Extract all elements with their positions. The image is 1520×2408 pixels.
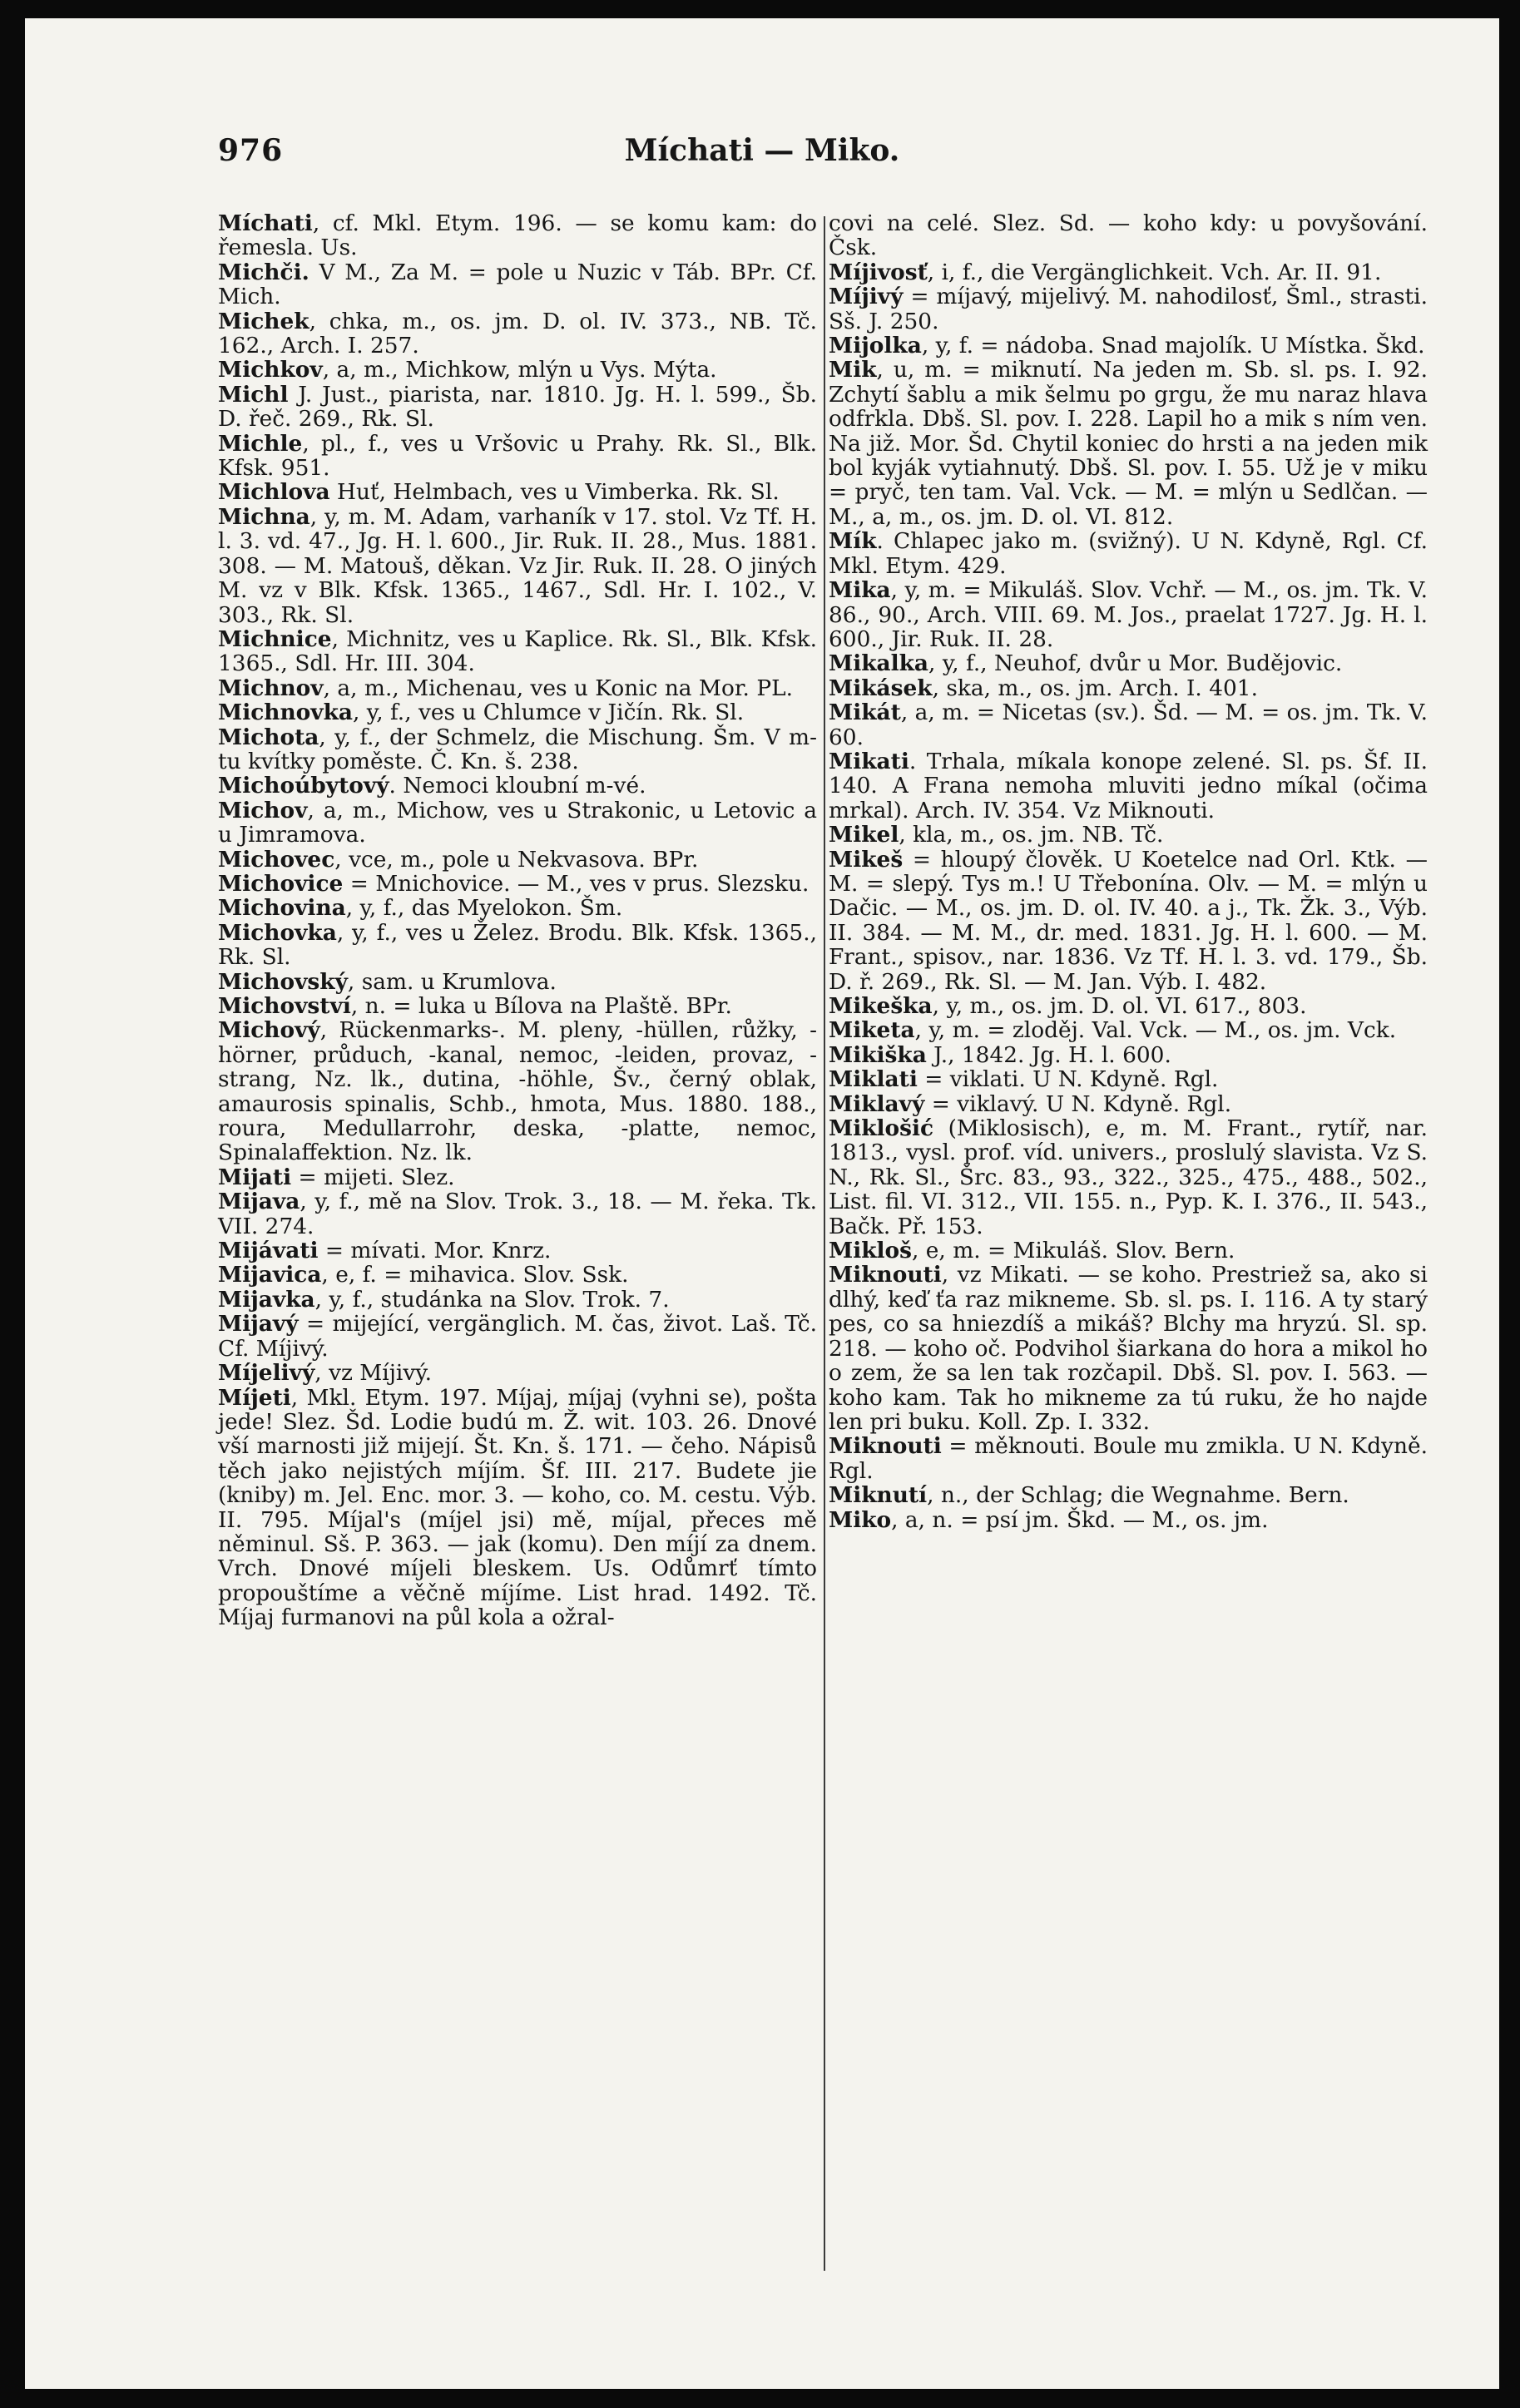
dictionary-entry — [829, 284, 1428, 334]
dictionary-entry — [829, 1263, 1428, 1434]
entry-headword: Michovice — [218, 870, 344, 897]
dictionary-entry — [218, 896, 817, 920]
dictionary-entry — [829, 848, 1428, 994]
entry-text: , Mkl. Etym. 197. Míjaj, míjaj (vyhni se), pošta jede! Slez. Šd. Lodie budú m. Ž. wit. 103. 26. Dnové vší marnosti již mijejí. Št. Kn. š. 171. — čeho. Nápisů těch jako nejistých míjím. Šf. III. 217. Budete jie (kniby) m. Jel. Enc. mor. 3. — koho, co. M. cestu. Výb. II. 795. Míjal's (míjel jsi) mě, míjal, přeces mě něminul. Sš. P. 363. — jak (komu). Den míjí za dnem. Vrch. Dnové míjeli bleskem. Us. Odůmrť tímto propouštíme a věčně míjíme. List hrad. 1492. Tč. Míjaj furmanovi na půl kola a ožral- — [218, 1384, 817, 1631]
entry-headword: Michlova — [218, 479, 330, 506]
entry-headword: Mijati — [218, 1164, 292, 1190]
entry-text: Huť, Helmbach, ves u Vimberka. Rk. Sl. — [329, 479, 780, 506]
entry-text: covi na celé. Slez. Sd. — koho kdy: u povyšování. Čsk. — [829, 210, 1428, 261]
entry-headword: Michota — [218, 724, 319, 750]
dictionary-entry — [829, 1116, 1428, 1239]
entry-text: , y, f., ves u Chlumce v Jičín. Rk. Sl. — [353, 700, 745, 726]
entry-text: , y, f., studánka na Slov. Trok. 7. — [314, 1286, 670, 1313]
entry-headword: Michovec — [218, 846, 335, 873]
entry-headword: Mik — [829, 357, 877, 383]
entry-text: . Nemoci kloubní m-vé. — [389, 773, 646, 799]
dictionary-entry — [218, 505, 817, 627]
dictionary-entry — [218, 799, 817, 848]
dictionary-page — [25, 18, 1499, 2389]
dictionary-entry — [829, 358, 1428, 529]
dictionary-entry — [218, 260, 817, 309]
dictionary-entry — [218, 970, 817, 994]
entry-text: , n., der Schlag; die Wegnahme. Bern. — [927, 1482, 1349, 1509]
entry-text: , y, f. = nádoba. Snad majolík. U Místka. Škd. — [921, 333, 1425, 359]
entry-text: , a, m., Michkow, mlýn u Vys. Mýta. — [322, 357, 717, 383]
entry-headword: Miklati — [829, 1066, 918, 1093]
dictionary-entry — [218, 994, 817, 1018]
entry-headword: Míjelivý — [218, 1360, 315, 1387]
entry-headword: Mikloš — [829, 1238, 913, 1264]
dictionary-entry — [218, 211, 817, 260]
entry-text: = míjavý, mijelivý. M. nahodilosť, Šml., strasti. Sš. J. 250. — [829, 284, 1428, 334]
entry-text: , vce, m., pole u Nekvasova. BPr. — [334, 846, 699, 873]
entry-text: , chka, m., os. jm. D. ol. IV. 373., NB. Tč. 162., Arch. I. 257. — [218, 308, 817, 359]
entry-headword: Mijávati — [218, 1238, 319, 1264]
entry-text: = měknouti. Boule mu zmikla. U N. Kdyně. Rgl. — [829, 1433, 1428, 1484]
dictionary-entry — [829, 676, 1428, 700]
dictionary-entry — [829, 749, 1428, 823]
dictionary-entry — [829, 334, 1428, 358]
entry-text: , y, m. = zloděj. Val. Vck. — M., os. jm. Vck. — [914, 1017, 1397, 1044]
entry-headword: Michna — [218, 503, 310, 530]
dictionary-entry — [829, 823, 1428, 847]
entry-headword: Michovka — [218, 919, 337, 946]
dictionary-entry — [218, 725, 817, 774]
dictionary-entry — [218, 774, 817, 798]
entry-headword: Mikalka — [829, 650, 929, 677]
dictionary-entry — [829, 994, 1428, 1018]
dictionary-entry — [829, 578, 1428, 651]
entry-text: = viklavý. U N. Kdyně. Rgl. — [924, 1090, 1232, 1117]
entry-text: = mijeti. Slez. — [291, 1164, 455, 1190]
entry-text: = hloupý člověk. U Koetelce nad Orl. Ktk. — M. = slepý. Tys m.! U Třebonína. Olv. — M. = mlýn u Dačic. — M., os. jm. D. ol. IV. 40. a j., Tk. Žk. 3., Výb. II. 384. — M. M., dr. med. 1831. Jg. H. l. 600. — M. Frant., spisov., nar. 1836. Vz Tf. H. l. 3. vd. 179., Šb. D. ř. 269., Rk. Sl. — M. Jan. Výb. I. 482. — [829, 846, 1428, 995]
entry-headword: Michový — [218, 1017, 320, 1044]
entry-text: , pl., f., ves u Vršovic u Prahy. Rk. Sl., Blk. Kfsk. 951. — [218, 430, 817, 482]
running-head: Míchati — Miko. — [624, 133, 900, 168]
dictionary-entry — [218, 921, 817, 970]
entry-text: , cf. Mkl. Etym. 196. — se komu kam: do řemesla. Us. — [218, 210, 817, 261]
entry-headword: Miketa — [829, 1017, 915, 1044]
entry-headword: Miknouti — [829, 1262, 942, 1288]
dictionary-entry — [829, 1067, 1428, 1091]
dictionary-entry — [218, 1189, 817, 1239]
entry-text: (Miklosisch), e, m. M. Frant., rytíř, nar. 1813., vysl. prof. víd. univers., proslulý slavista. Vz S. N., Rk. Sl., Šrc. 83., 93., 322., 325., 475., 488., 502., List. fil. VI. 312., VII. 155. n., Pyp. K. I. 376., II. 543., Bačk. Př. 153. — [829, 1115, 1428, 1239]
dictionary-entry — [218, 358, 817, 382]
entry-text: , sam. u Krumlova. — [347, 968, 557, 995]
entry-headword: Michnice — [218, 625, 332, 652]
entry-text: , e, f. = mihavica. Slov. Ssk. — [321, 1262, 629, 1288]
entry-headword: Mikel — [829, 822, 899, 848]
dictionary-entry — [829, 1239, 1428, 1263]
entry-headword: Michle — [218, 430, 303, 457]
entry-headword: Míjeti — [218, 1384, 291, 1411]
dictionary-entry — [218, 676, 817, 700]
dictionary-entry — [218, 700, 817, 724]
entry-headword: Miklošić — [829, 1115, 934, 1142]
entry-headword: Michči. — [218, 259, 309, 285]
entry-headword: Mikát — [829, 700, 901, 726]
dictionary-entry — [829, 1508, 1428, 1532]
entry-text: , a, n. = psí jm. Škd. — M., os. jm. — [891, 1506, 1269, 1533]
dictionary-entry — [829, 1483, 1428, 1507]
entry-headword: Michnov — [218, 675, 324, 701]
entry-headword: Míjivý — [829, 284, 904, 310]
left-column — [218, 211, 817, 1630]
dictionary-entry — [218, 1312, 817, 1361]
dictionary-entry — [829, 260, 1428, 284]
dictionary-entry — [218, 848, 817, 872]
entry-headword: Michek — [218, 308, 309, 334]
dictionary-entry — [218, 1386, 817, 1630]
entry-text: , e, m. = Mikuláš. Slov. Bern. — [912, 1238, 1235, 1264]
dictionary-entry — [218, 432, 817, 481]
entry-text: , kla, m., os. jm. NB. Tč. — [899, 822, 1164, 848]
entry-headword: Michoúbytový — [218, 773, 389, 799]
dictionary-entry — [218, 627, 817, 676]
entry-text: , i, f., die Vergänglichkeit. Vch. Ar. II. 91. — [927, 259, 1382, 285]
entry-headword: Mikiška — [829, 1041, 927, 1068]
entry-headword: Mika — [829, 577, 891, 604]
entry-text: , y, f., ves u Želez. Brodu. Blk. Kfsk. 1365., Rk. Sl. — [218, 919, 817, 971]
entry-text: . Trhala, míkala konope zelené. Sl. ps. Šf. II. 140. A Frana nemoha mluviti jedno míkal (očima mrkal). Arch. IV. 354. Vz Miknouti. — [829, 748, 1428, 823]
entry-headword: Michovský — [218, 968, 348, 995]
entry-text: , Rückenmarks-. M. pleny, -hüllen, růžky, -hörner, průduch, -kanal, nemoc, -leiden, provaz, -strang, Nz. lk., dutina, -höhle, Šv., černý oblak, amaurosis spinalis, Schb., hmota, Mus. 1880. 188., roura, Medullarrohr, deska, -platte, nemoc, Spinalaffektion. Nz. lk. — [218, 1017, 817, 1166]
entry-headword: Michov — [218, 797, 308, 823]
entry-headword: Michovství — [218, 993, 351, 1019]
entry-headword: Miklavý — [829, 1090, 925, 1117]
entry-headword: Mijavica — [218, 1262, 322, 1288]
entry-headword: Michovina — [218, 895, 346, 922]
dictionary-entry — [218, 1361, 817, 1385]
entry-headword: Mijava — [218, 1189, 300, 1215]
entry-text: , a, m., Michow, ves u Strakonic, u Letovic a u Jimramova. — [218, 797, 817, 848]
entry-text: V M., Za M. = pole u Nuzic v Táb. BPr. Cf. Mich. — [218, 259, 817, 310]
entry-text: , y, m. = Mikuláš. Slov. Vchř. — M., os. jm. Tk. V. 86., 90., Arch. VIII. 69. M. Jos., praelat 1727. Jg. H. l. 600., Jir. Ruk. II. 28. — [829, 577, 1428, 652]
entry-text: , ska, m., os. jm. Arch. I. 401. — [932, 675, 1258, 701]
entry-text: , y, f., Neuhof, dvůr u Mor. Budějovic. — [928, 650, 1343, 677]
dictionary-entry — [218, 1239, 817, 1263]
dictionary-entry — [829, 1018, 1428, 1042]
entry-text: , n. = luka u Bílova na Plaště. BPr. — [350, 993, 732, 1019]
dictionary-entry — [218, 1263, 817, 1287]
dictionary-entry — [218, 872, 817, 896]
entry-text: , y, m. M. Adam, varhaník v 17. stol. Vz Tf. H. l. 3. vd. 47., Jg. H. l. 600., Jir. Ruk. II. 28., Mus. 1881. 308. — M. Matouš, děkan. Vz Jir. Ruk. II. 28. O jiných M. vz v Blk. Kfsk. 1365., 1467., Sdl. Hr. I. 102., V. 303., Rk. Sl. — [218, 503, 817, 628]
entry-text: J. Just., piarista, nar. 1810. Jg. H. l. 599., Šb. D. řeč. 269., Rk. Sl. — [218, 381, 817, 433]
dictionary-entry — [829, 700, 1428, 749]
entry-text: J., 1842. Jg. H. l. 600. — [926, 1041, 1171, 1068]
dictionary-entry — [829, 651, 1428, 675]
entry-headword: Mijavý — [218, 1311, 299, 1338]
dictionary-entry — [218, 1288, 817, 1312]
entry-headword: Mikeška — [829, 993, 933, 1019]
entry-headword: Mík — [829, 528, 877, 555]
entry-headword: Miknouti — [829, 1433, 942, 1460]
entry-headword: Mijavka — [218, 1286, 315, 1313]
entry-text: , vz Mikati. — se koho. Prestriež sa, ako si dlhý, keď ťa raz mikneme. Sb. sl. ps. I. 116. A ty starý pes, co sa hniezdíš a mikáš? Blchy ma hryzú. Sl. sp. 218. — koho oč. Podvihol šiarkana do hora a mikol ho o zem, že sa len tak rozčapil. Dbš. Sl. pov. I. 563. — koho kam. Tak ho mikneme za tú ruku, že ho najde len pri buku. Koll. Zp. I. 332. — [829, 1262, 1428, 1435]
dictionary-entry — [829, 1043, 1428, 1067]
dictionary-entry — [218, 1165, 817, 1189]
dictionary-entry — [218, 1018, 817, 1164]
entry-text: , a, m., Michenau, ves u Konic na Mor. PL. — [323, 675, 794, 701]
entry-text: , y, f., das Myelokon. Šm. — [345, 895, 623, 922]
entry-headword: Míjivosť — [829, 259, 928, 285]
entry-text: = Mnichovice. — M., ves v prus. Slezsku. — [343, 870, 810, 897]
dictionary-entry — [829, 1434, 1428, 1483]
entry-headword: Michl — [218, 381, 289, 408]
dictionary-entry — [218, 309, 817, 358]
dictionary-entry — [218, 383, 817, 432]
dictionary-entry — [829, 1092, 1428, 1116]
entry-text: . Chlapec jako m. (svižný). U N. Kdyně, Rgl. Cf. Mkl. Etym. 429. — [829, 528, 1428, 579]
entry-headword: Míchati — [218, 210, 313, 236]
dictionary-entry — [829, 529, 1428, 578]
entry-text: , vz Míjivý. — [314, 1360, 433, 1387]
entry-text: = mijející, vergänglich. M. čas, život. Laš. Tč. Cf. Míjivý. — [218, 1311, 817, 1362]
entry-headword: Mijolka — [829, 333, 922, 359]
entry-headword: Michkov — [218, 357, 323, 383]
entry-text: = mívati. Mor. Knrz. — [318, 1238, 552, 1264]
entry-headword: Mikeš — [829, 846, 904, 873]
entry-text: , y, m., os. jm. D. ol. VI. 617., 803. — [932, 993, 1307, 1019]
entry-text: , Michnitz, ves u Kaplice. Rk. Sl., Blk. Kfsk. 1365., Sdl. Hr. III. 304. — [218, 625, 817, 677]
entry-text: , y, f., der Schmelz, die Mischung. Šm. V m-tu kvítky poměste. Č. Kn. š. 238. — [218, 724, 817, 774]
column-divider — [824, 216, 825, 2271]
entry-headword: Miko — [829, 1506, 892, 1533]
entry-text: , a, m. = Nicetas (sv.). Šd. — M. = os. jm. Tk. V. 60. — [829, 700, 1428, 750]
entry-text: = viklati. U N. Kdyně. Rgl. — [917, 1066, 1219, 1093]
entry-text: , y, f., mě na Slov. Trok. 3., 18. — M. řeka. Tk. VII. 274. — [218, 1189, 817, 1239]
dictionary-entry — [829, 211, 1428, 260]
page-number: 976 — [218, 133, 284, 168]
entry-headword: Mikati — [829, 748, 909, 774]
dictionary-entry — [218, 480, 817, 504]
right-column — [829, 211, 1428, 1532]
entry-headword: Miknutí — [829, 1482, 928, 1509]
entry-headword: Mikásek — [829, 675, 933, 701]
entry-text: , u, m. = miknutí. Na jeden m. Sb. sl. ps. I. 92. Zchytí šablu a mik šelmu po grgu, že mu naraz hlava odfrkla. Dbš. Sl. pov. I. 228. Lapil ho a mik s ním ven. Na již. Mor. Šd. Chytil koniec do hrsti a na jeden mik bol kyják vytiahnutý. Dbš. Sl. pov. I. 55. Už je v miku = pryč, ten tam. Val. Vck. — M. = mlýn u Sedlčan. — M., a, m., os. jm. D. ol. VI. 812. — [829, 357, 1428, 530]
entry-headword: Michnovka — [218, 700, 354, 726]
